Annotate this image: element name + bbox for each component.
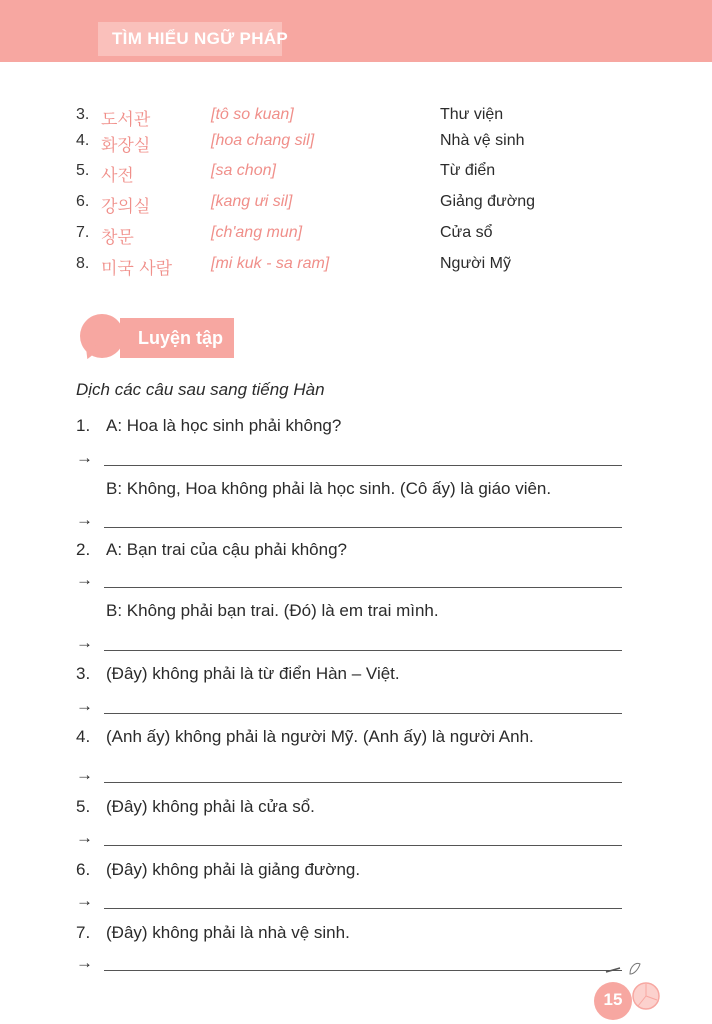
arrow-icon: →	[76, 510, 93, 529]
vocab-row	[76, 193, 676, 217]
vocab-romanization: [hoa chang sil]	[211, 132, 315, 149]
vocab-korean: 사전	[101, 166, 134, 186]
vocab-row	[76, 162, 676, 186]
vocab-korean: 미국 사람	[101, 259, 173, 279]
page-number: 15	[603, 990, 623, 1009]
vocab-number: 7.	[76, 224, 90, 241]
arrow-icon: →	[76, 696, 93, 715]
vocab-row	[76, 106, 676, 130]
answer-line[interactable]	[104, 908, 622, 909]
vocab-korean: 화장실	[101, 136, 151, 156]
vocab-row	[76, 255, 676, 279]
exercise-number: 2.	[76, 540, 91, 559]
answer-line[interactable]	[104, 782, 622, 783]
arrow-icon: →	[76, 570, 93, 589]
vocab-romanization: [sa chon]	[211, 162, 276, 179]
vocab-vietnamese: Thư viện	[440, 106, 504, 123]
arrow-icon: →	[76, 633, 93, 652]
arrow-icon: →	[76, 891, 93, 910]
practice-instruction: Dịch các câu sau sang tiếng Hàn	[76, 380, 325, 399]
vocab-korean: 강의실	[101, 197, 151, 217]
exercise-text: B: Không, Hoa không phải là học sinh. (Cô ấy) là giáo viên.	[106, 479, 552, 498]
answer-line[interactable]	[104, 650, 622, 651]
vocab-korean: 도서관	[101, 110, 151, 130]
exercise-number: 5.	[76, 797, 91, 816]
exercise-number: 4.	[76, 727, 91, 746]
vocab-number: 6.	[76, 193, 90, 210]
exercise-text: A: Bạn trai của cậu phải không?	[106, 540, 347, 559]
exercise-number: 7.	[76, 923, 91, 942]
answer-line[interactable]	[104, 527, 622, 528]
arrow-icon: →	[76, 953, 93, 972]
answer-line[interactable]	[104, 970, 622, 971]
exercise-text: (Anh ấy) không phải là người Mỹ. (Anh ấy) là người Anh.	[106, 727, 534, 746]
vocab-vietnamese: Nhà vệ sinh	[440, 132, 525, 149]
exercise-number: 6.	[76, 860, 91, 879]
vocab-number: 5.	[76, 162, 90, 179]
vocab-romanization: [tô so kuan]	[211, 106, 294, 123]
answer-line[interactable]	[104, 587, 622, 588]
exercise-text: (Đây) không phải là giảng đường.	[106, 860, 361, 879]
exercise-number: 1.	[76, 416, 91, 435]
vocab-row	[76, 132, 676, 156]
vocab-vietnamese: Giảng đường	[440, 193, 536, 210]
vocab-romanization: [mi kuk - sa ram]	[211, 255, 330, 272]
vocab-number: 3.	[76, 106, 90, 123]
vocab-vietnamese: Người Mỹ	[440, 255, 511, 272]
practice-heading: Luyện tập	[138, 328, 224, 348]
answer-line[interactable]	[104, 845, 622, 846]
arrow-icon: →	[76, 828, 93, 847]
vocab-number: 8.	[76, 255, 90, 272]
arrow-icon: →	[76, 448, 93, 467]
vocab-row	[76, 224, 676, 248]
exercise-text: (Đây) không phải là từ điển Hàn – Việt.	[106, 664, 400, 683]
vocab-vietnamese: Từ điển	[440, 162, 496, 179]
vocab-number: 4.	[76, 132, 90, 149]
header-scallop-edge	[0, 56, 712, 66]
exercise-number: 3.	[76, 664, 91, 683]
header-title: TÌM HIỂU NGỮ PHÁP	[112, 29, 288, 48]
exercise-text: (Đây) không phải là cửa sổ.	[106, 797, 315, 816]
exercise-text: A: Hoa là học sinh phải không?	[106, 416, 342, 435]
vocab-romanization: [kang ưi sil]	[211, 193, 293, 210]
vocab-romanization: [ch'ang mun]	[211, 224, 303, 241]
arrow-icon: →	[76, 765, 93, 784]
exercise-text: B: Không phải bạn trai. (Đó) là em trai mình.	[106, 601, 439, 620]
exercise-text: (Đây) không phải là nhà vệ sinh.	[106, 923, 350, 942]
vocab-korean: 창문	[101, 228, 134, 248]
vocab-vietnamese: Cửa sổ	[440, 224, 493, 241]
answer-line[interactable]	[104, 465, 622, 466]
answer-line[interactable]	[104, 713, 622, 714]
